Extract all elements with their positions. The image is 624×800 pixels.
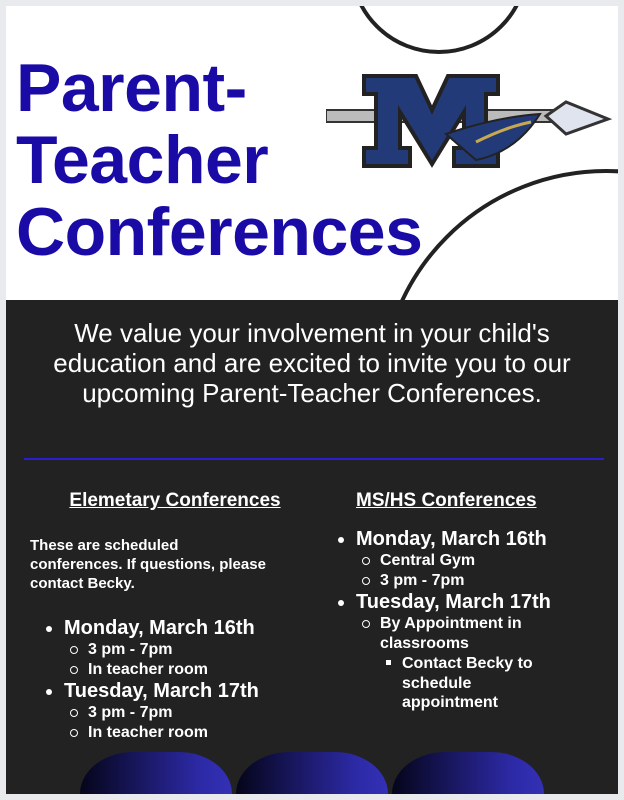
item-text: By Appointment in classrooms xyxy=(380,615,522,652)
list-item xyxy=(44,680,320,743)
mshs-column xyxy=(336,490,611,713)
elementary-heading: Elemetary Conferences xyxy=(69,490,281,511)
list-item: Central Gym xyxy=(356,551,611,571)
list-item: In teacher room xyxy=(64,660,320,680)
day: Monday, March 16th xyxy=(356,528,547,550)
decorative-dome xyxy=(236,752,388,794)
day: Tuesday, March 17th xyxy=(356,591,551,613)
title-line: Parent- xyxy=(16,50,247,126)
list-item: 3 pm - 7pm xyxy=(64,640,320,660)
title-line: Teacher xyxy=(16,122,269,198)
list-item xyxy=(356,614,571,713)
list-item: In teacher room xyxy=(64,723,320,743)
decorative-dome xyxy=(80,752,232,794)
list-item xyxy=(336,591,611,713)
info-section xyxy=(6,300,618,794)
intro-text: We value your involvement in your child's education and are excited to invite you to our upcoming Parent-Teacher Conferences. xyxy=(53,318,571,408)
list-item xyxy=(44,617,320,680)
flyer xyxy=(6,6,618,794)
list-item: 3 pm - 7pm xyxy=(356,571,611,591)
mshs-heading: MS/HS Conferences xyxy=(356,490,537,511)
school-logo xyxy=(326,72,616,182)
list-item xyxy=(336,528,611,591)
day: Tuesday, March 17th xyxy=(64,680,259,702)
title-line: Conferences xyxy=(16,194,423,270)
elementary-column xyxy=(30,490,320,743)
elementary-note: These are scheduled conferences. If questions, please contact Becky. xyxy=(30,537,266,592)
decorative-dome xyxy=(392,752,544,794)
list-item: 3 pm - 7pm xyxy=(64,703,320,723)
list-item: Contact Becky to schedule appointment xyxy=(380,654,560,713)
divider xyxy=(24,458,604,460)
day: Monday, March 16th xyxy=(64,617,255,639)
